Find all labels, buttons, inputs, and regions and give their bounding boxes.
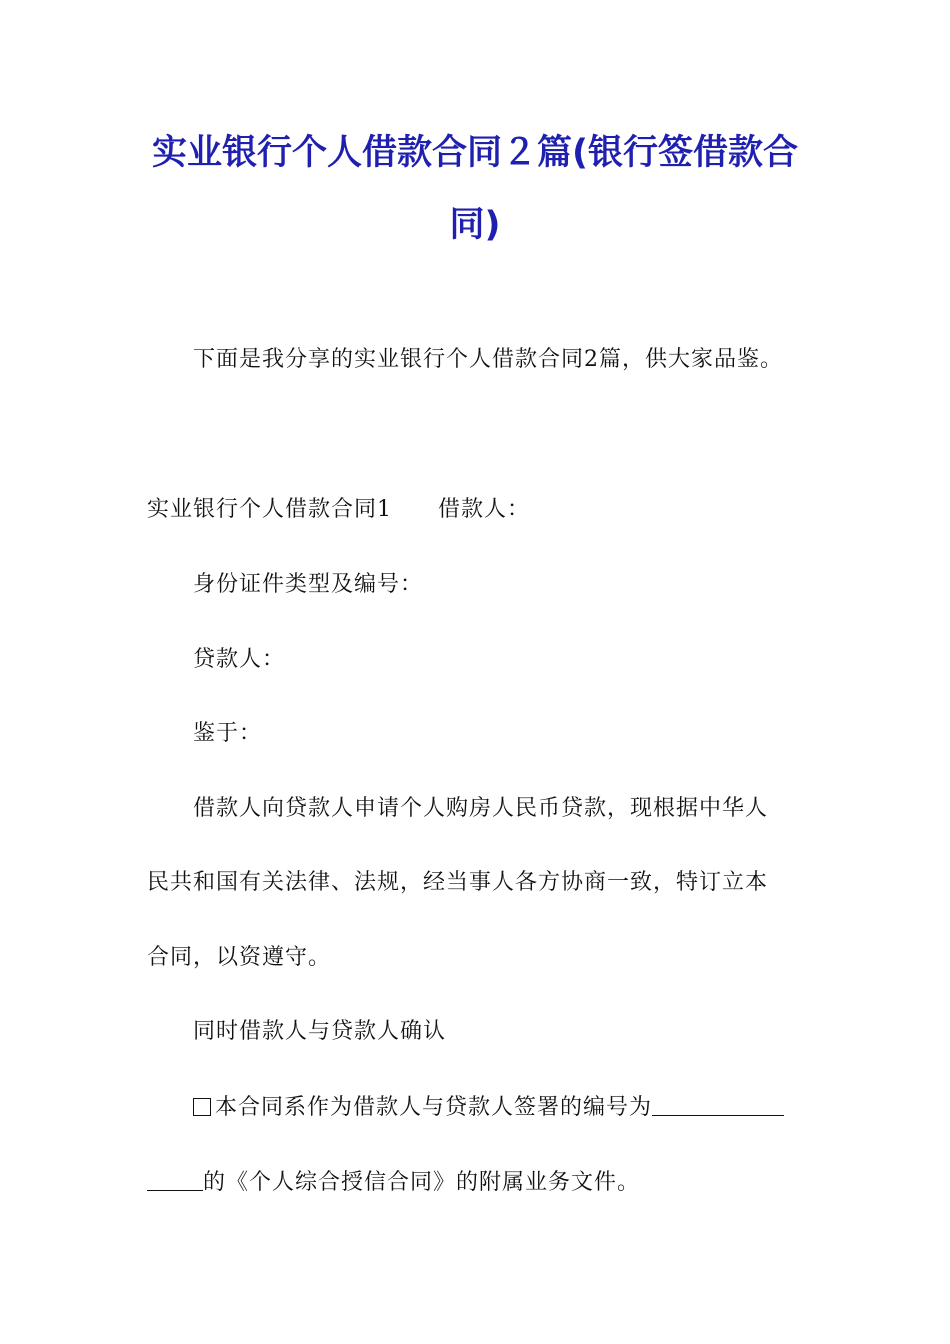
- confirm-text: 同时借款人与贷款人确认: [193, 1019, 447, 1044]
- contract-heading: 实业银行个人借款合同1: [147, 497, 392, 522]
- clause-line-1: [193, 1093, 784, 1122]
- borrower-label: 借款人：: [438, 497, 531, 522]
- clause-text: 的《个人综合授信合同》的附属业务文件。: [203, 1170, 641, 1195]
- paragraph-line: 民共和国有关法律、法规，经当事人各方协商一致，特订立本: [147, 870, 769, 895]
- whereas-label: 鉴于：: [193, 721, 263, 746]
- document-title-line-2: 同): [449, 205, 501, 245]
- clause-line-2: [147, 1168, 640, 1197]
- paragraph-line: 合同，以资遵守。: [147, 945, 332, 970]
- contract-heading-row: [147, 496, 530, 524]
- id-type-label: 身份证件类型及编号：: [193, 572, 424, 597]
- paragraph-line: 借款人向贷款人申请个人购房人民币贷款，现根据中华人: [193, 796, 769, 821]
- clause-text: 本合同系作为借款人与贷款人签署的编号为: [215, 1095, 653, 1120]
- intro-paragraph: 下面是我分享的实业银行个人借款合同2篇，供大家品鉴。: [193, 347, 783, 372]
- checkbox-icon[interactable]: [193, 1098, 211, 1116]
- document-title-line-1: 实业银行个人借款合同２篇(银行签借款合: [152, 133, 798, 173]
- blank-field: [147, 1168, 203, 1191]
- lender-label: 贷款人：: [193, 647, 286, 672]
- blank-field: [652, 1093, 784, 1116]
